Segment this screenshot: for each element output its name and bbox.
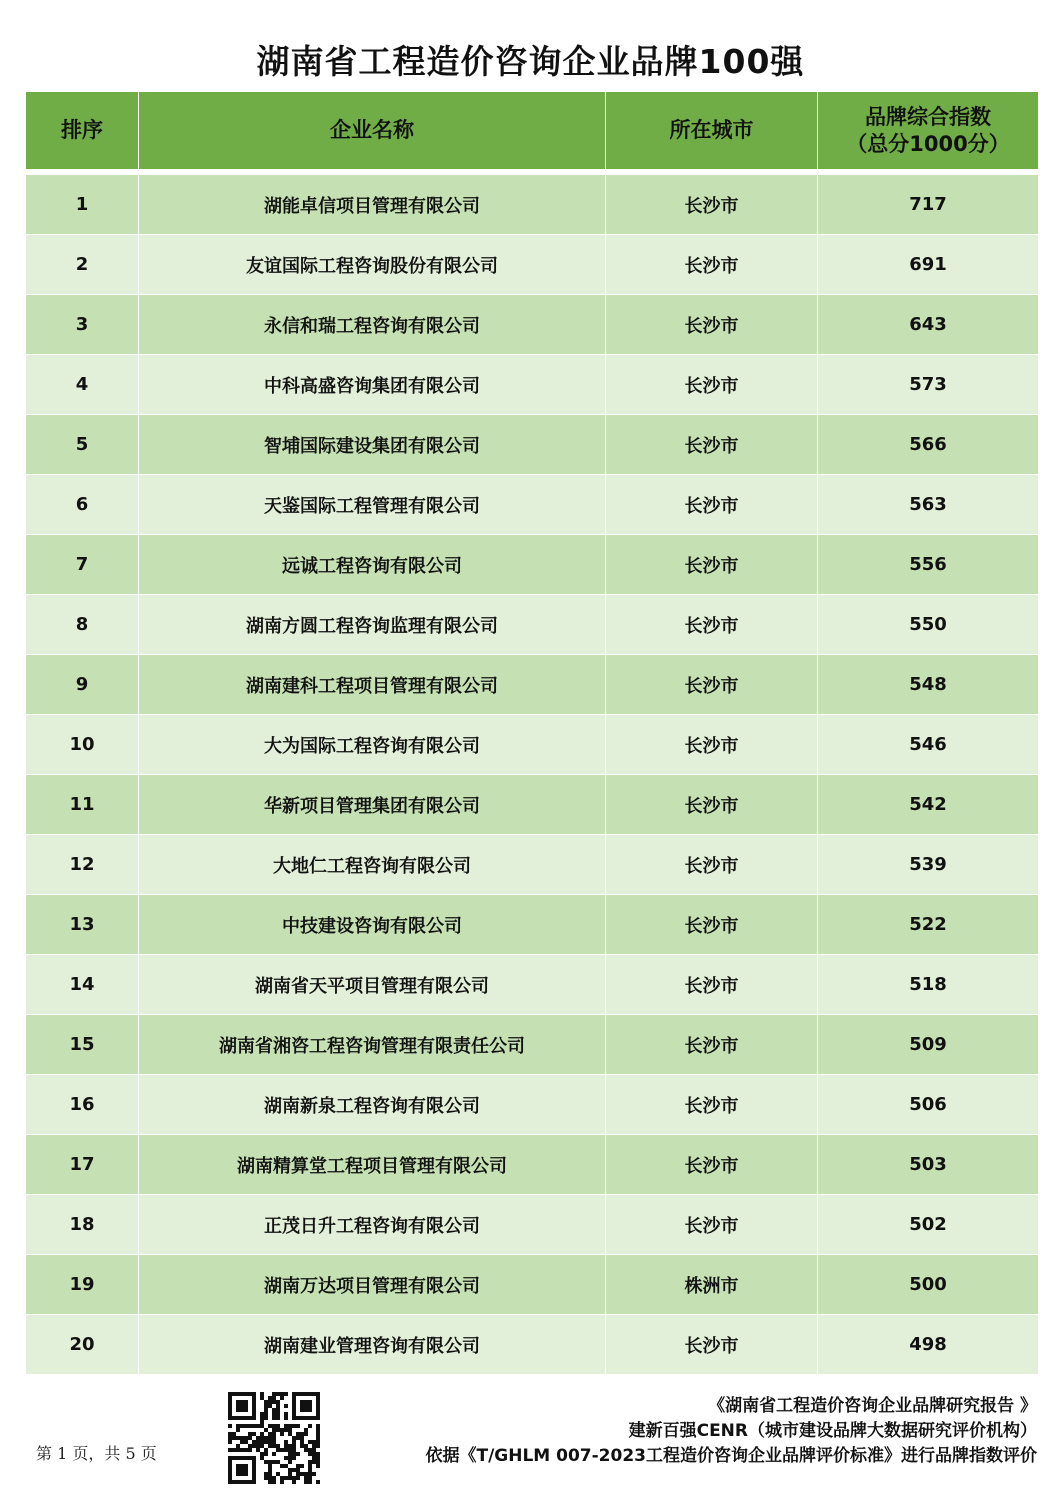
- table-header: [26, 92, 1039, 175]
- cell-company: 湖南省天平项目管理有限公司: [139, 955, 606, 1015]
- cell-city: 长沙市: [606, 1075, 818, 1135]
- table-body: [26, 175, 1039, 1375]
- cell-score: 546: [818, 715, 1039, 775]
- cell-city: 长沙市: [606, 1195, 818, 1255]
- cell-score: 503: [818, 1135, 1039, 1195]
- cell-company: 远诚工程咨询有限公司: [139, 535, 606, 595]
- cell-company: 大为国际工程咨询有限公司: [139, 715, 606, 775]
- cell-score: 502: [818, 1195, 1039, 1255]
- page-number: 第 1 页，共 5 页: [36, 1444, 157, 1463]
- cell-company: 智埔国际建设集团有限公司: [139, 415, 606, 475]
- table-row: [26, 955, 1039, 1015]
- cell-company: 正茂日升工程咨询有限公司: [139, 1195, 606, 1255]
- ranking-table: [25, 91, 1039, 1375]
- header-index: [818, 92, 1039, 170]
- cell-rank: 9: [26, 655, 139, 715]
- table-row: [26, 175, 1039, 235]
- cell-company: 湖南万达项目管理有限公司: [139, 1255, 606, 1315]
- cell-score: 566: [818, 415, 1039, 475]
- cell-company: 湖能卓信项目管理有限公司: [139, 175, 606, 235]
- table-row: [26, 835, 1039, 895]
- cell-score: 548: [818, 655, 1039, 715]
- cell-company: 天鉴国际工程管理有限公司: [139, 475, 606, 535]
- table-row: [26, 1315, 1039, 1375]
- cell-score: 691: [818, 235, 1039, 295]
- cell-rank: 1: [26, 175, 139, 235]
- cell-score: 717: [818, 175, 1039, 235]
- cell-city: 长沙市: [606, 895, 818, 955]
- table-row: [26, 1255, 1039, 1315]
- table-row: [26, 475, 1039, 535]
- cell-company: 湖南建科工程项目管理有限公司: [139, 655, 606, 715]
- cell-rank: 17: [26, 1135, 139, 1195]
- cell-rank: 10: [26, 715, 139, 775]
- table-row: [26, 415, 1039, 475]
- cell-rank: 15: [26, 1015, 139, 1075]
- cell-city: 长沙市: [606, 175, 818, 235]
- cell-score: 522: [818, 895, 1039, 955]
- cell-score: 550: [818, 595, 1039, 655]
- table-row: [26, 895, 1039, 955]
- table-row: [26, 535, 1039, 595]
- cell-city: 长沙市: [606, 835, 818, 895]
- cell-city: 株洲市: [606, 1255, 818, 1315]
- cell-city: 长沙市: [606, 295, 818, 355]
- cell-city: 长沙市: [606, 955, 818, 1015]
- cell-score: 509: [818, 1015, 1039, 1075]
- cell-rank: 12: [26, 835, 139, 895]
- cell-city: 长沙市: [606, 595, 818, 655]
- table-row: [26, 235, 1039, 295]
- cell-rank: 11: [26, 775, 139, 835]
- table-row: [26, 655, 1039, 715]
- cell-city: 长沙市: [606, 415, 818, 475]
- report-footer: [425, 1394, 1037, 1469]
- cell-company: 湖南新泉工程咨询有限公司: [139, 1075, 606, 1135]
- page-title: 湖南省工程造价咨询企业品牌100强: [256, 42, 805, 81]
- header-index-line2: （总分1000分）: [846, 131, 1010, 156]
- cell-city: 长沙市: [606, 1015, 818, 1075]
- cell-company: 湖南省湘咨工程咨询管理有限责任公司: [139, 1015, 606, 1075]
- table-row: [26, 1135, 1039, 1195]
- footer-standard-note: 依据《T/GHLM 007-2023工程造价咨询企业品牌评价标准》进行品牌指数评价: [425, 1446, 1037, 1466]
- cell-rank: 8: [26, 595, 139, 655]
- table-row: [26, 715, 1039, 775]
- cell-rank: 14: [26, 955, 139, 1015]
- cell-city: 长沙市: [606, 475, 818, 535]
- cell-company: 湖南精算堂工程项目管理有限公司: [139, 1135, 606, 1195]
- cell-city: 长沙市: [606, 715, 818, 775]
- cell-rank: 13: [26, 895, 139, 955]
- cell-company: 湖南方圆工程咨询监理有限公司: [139, 595, 606, 655]
- cell-score: 518: [818, 955, 1039, 1015]
- cell-company: 湖南建业管理咨询有限公司: [139, 1315, 606, 1375]
- cell-rank: 20: [26, 1315, 139, 1375]
- header-rank: 排序: [26, 92, 139, 170]
- cell-city: 长沙市: [606, 1135, 818, 1195]
- table-row: [26, 1075, 1039, 1135]
- table-row: [26, 775, 1039, 835]
- table-row: [26, 1015, 1039, 1075]
- header-city: 所在城市: [606, 92, 818, 170]
- cell-city: 长沙市: [606, 235, 818, 295]
- footer-organization: 建新百强CENR（城市建设品牌大数据研究评价机构）: [628, 1421, 1037, 1441]
- cell-rank: 7: [26, 535, 139, 595]
- table-row: [26, 1195, 1039, 1255]
- cell-rank: 16: [26, 1075, 139, 1135]
- cell-rank: 2: [26, 235, 139, 295]
- cell-score: 500: [818, 1255, 1039, 1315]
- footer-report-title: 《湖南省工程造价咨询企业品牌研究报告 》: [708, 1396, 1037, 1416]
- cell-company: 中技建设咨询有限公司: [139, 895, 606, 955]
- cell-score: 539: [818, 835, 1039, 895]
- cell-rank: 4: [26, 355, 139, 415]
- cell-rank: 6: [26, 475, 139, 535]
- cell-city: 长沙市: [606, 535, 818, 595]
- cell-company: 大地仁工程咨询有限公司: [139, 835, 606, 895]
- cell-company: 中科高盛咨询集团有限公司: [139, 355, 606, 415]
- cell-city: 长沙市: [606, 1315, 818, 1375]
- cell-company: 永信和瑞工程咨询有限公司: [139, 295, 606, 355]
- table-row: [26, 595, 1039, 655]
- cell-company: 华新项目管理集团有限公司: [139, 775, 606, 835]
- cell-rank: 18: [26, 1195, 139, 1255]
- table-row: [26, 355, 1039, 415]
- qr-code-icon: [228, 1392, 320, 1484]
- cell-city: 长沙市: [606, 775, 818, 835]
- cell-city: 长沙市: [606, 655, 818, 715]
- cell-company: 友谊国际工程咨询股份有限公司: [139, 235, 606, 295]
- cell-score: 498: [818, 1315, 1039, 1375]
- table-row: [26, 295, 1039, 355]
- cell-rank: 19: [26, 1255, 139, 1315]
- cell-score: 563: [818, 475, 1039, 535]
- cell-score: 556: [818, 535, 1039, 595]
- header-index-line1: 品牌综合指数: [865, 105, 991, 130]
- cell-rank: 3: [26, 295, 139, 355]
- cell-score: 573: [818, 355, 1039, 415]
- header-company: 企业名称: [139, 92, 606, 170]
- cell-city: 长沙市: [606, 355, 818, 415]
- cell-rank: 5: [26, 415, 139, 475]
- cell-score: 506: [818, 1075, 1039, 1135]
- cell-score: 542: [818, 775, 1039, 835]
- cell-score: 643: [818, 295, 1039, 355]
